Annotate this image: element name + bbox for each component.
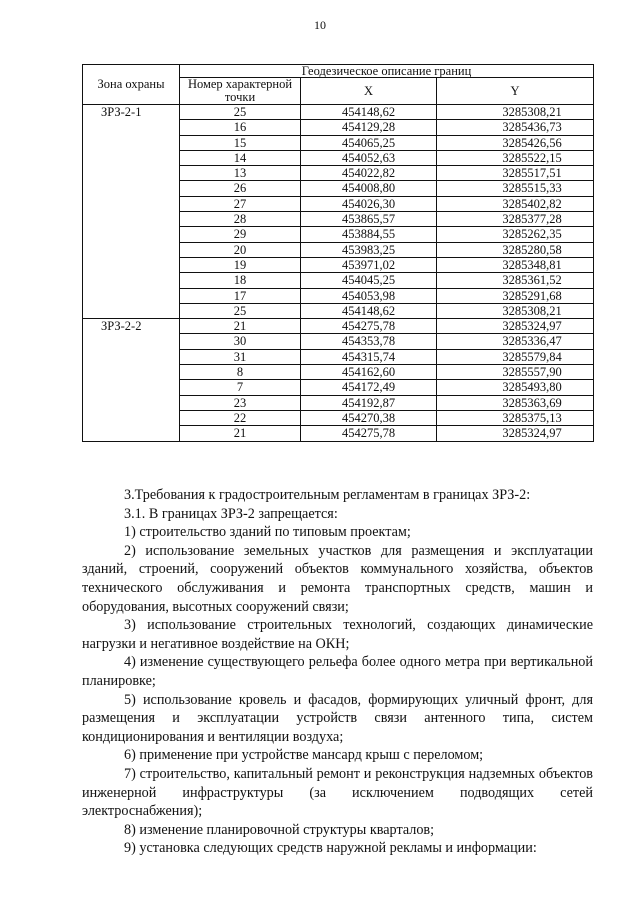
point-number-cell: 21: [180, 426, 301, 441]
y-coordinate-cell: 3285363,69: [437, 395, 594, 410]
y-coordinate-cell: 3285377,28: [437, 212, 594, 227]
x-coordinate-cell: 454052,63: [301, 150, 437, 165]
header-geodetic-description: Геодезическое описание границ: [180, 65, 594, 78]
point-number-cell: 25: [180, 303, 301, 318]
regulations-text: [82, 486, 593, 858]
subsection-heading: 3.1. В границах ЗРЗ-2 запрещается:: [124, 505, 338, 522]
y-coordinate-cell: 3285348,81: [437, 257, 594, 272]
x-coordinate-cell: 454162,60: [301, 365, 437, 380]
y-coordinate-cell: 3285308,21: [437, 105, 594, 120]
x-coordinate-cell: 453983,25: [301, 242, 437, 257]
x-coordinate-cell: 454045,25: [301, 273, 437, 288]
header-x: X: [301, 78, 437, 105]
y-coordinate-cell: 3285493,80: [437, 380, 594, 395]
x-coordinate-cell: 454026,30: [301, 196, 437, 211]
x-coordinate-cell: 454065,25: [301, 135, 437, 150]
zone-cell: ЗРЗ-2-1: [83, 105, 180, 319]
point-number-cell: 19: [180, 257, 301, 272]
header-y: Y: [437, 78, 594, 105]
x-coordinate-cell: 453865,57: [301, 212, 437, 227]
y-coordinate-cell: 3285324,97: [437, 426, 594, 441]
prohibition-item: 8) изменение планировочной структуры кварталов;: [124, 821, 435, 838]
x-coordinate-cell: 454148,62: [301, 105, 437, 120]
y-coordinate-cell: 3285336,47: [437, 334, 594, 349]
point-number-cell: 30: [180, 334, 301, 349]
point-number-cell: 21: [180, 319, 301, 334]
x-coordinate-cell: 454022,82: [301, 166, 437, 181]
y-coordinate-cell: 3285426,56: [437, 135, 594, 150]
y-coordinate-cell: 3285324,97: [437, 319, 594, 334]
x-coordinate-cell: 454008,80: [301, 181, 437, 196]
point-number-cell: 31: [180, 349, 301, 364]
table-row: [83, 319, 594, 334]
point-number-cell: 22: [180, 410, 301, 425]
y-coordinate-cell: 3285515,33: [437, 181, 594, 196]
prohibitions-list: [82, 523, 593, 858]
y-coordinate-cell: 3285361,52: [437, 273, 594, 288]
zone-cell: ЗРЗ-2-2: [83, 319, 180, 441]
point-number-cell: 25: [180, 105, 301, 120]
y-coordinate-cell: 3285579,84: [437, 349, 594, 364]
prohibition-item: 5) использование кровель и фасадов, формирующих уличный фронт, для размещения и эксплуатации устройств связи антенного типа, систем кондиционирования и вентиляции воздуха;: [82, 691, 593, 745]
point-number-cell: 23: [180, 395, 301, 410]
y-coordinate-cell: 3285557,90: [437, 365, 594, 380]
point-number-cell: 29: [180, 227, 301, 242]
point-number-cell: 14: [180, 150, 301, 165]
boundary-coordinates-table-wrap: [82, 64, 593, 442]
y-coordinate-cell: 3285436,73: [437, 120, 594, 135]
section-heading: 3.Требования к градостроительным регламентам в границах ЗРЗ-2:: [124, 487, 531, 503]
x-coordinate-cell: 454148,62: [301, 303, 437, 318]
point-number-cell: 15: [180, 135, 301, 150]
point-number-cell: 27: [180, 196, 301, 211]
x-coordinate-cell: 454315,74: [301, 349, 437, 364]
point-number-cell: 16: [180, 120, 301, 135]
point-number-cell: 26: [180, 181, 301, 196]
x-coordinate-cell: 454192,87: [301, 395, 437, 410]
prohibition-item: 4) изменение существующего рельефа более одного метра при вертикальной планировке;: [82, 654, 593, 689]
y-coordinate-cell: 3285402,82: [437, 196, 594, 211]
y-coordinate-cell: 3285262,35: [437, 227, 594, 242]
prohibition-item: 9) установка следующих средств наружной рекламы и информации:: [124, 840, 537, 857]
prohibition-item: 2) использование земельных участков для размещения и эксплуатации зданий, строений, сооружений объектов коммунального хозяйства, объектов технического обслуживания и ремонта транспортных средств, машин и оборудования, высотных сооружений связи;: [82, 542, 593, 615]
header-zone: Зона охраны: [83, 65, 180, 105]
y-coordinate-cell: 3285522,15: [437, 150, 594, 165]
prohibition-item: 6) применение при устройстве мансард крыш с переломом;: [124, 747, 484, 764]
y-coordinate-cell: 3285308,21: [437, 303, 594, 318]
y-coordinate-cell: 3285280,58: [437, 242, 594, 257]
point-number-cell: 20: [180, 242, 301, 257]
point-number-cell: 28: [180, 212, 301, 227]
boundary-coordinates-table: [82, 64, 594, 442]
y-coordinate-cell: 3285375,13: [437, 410, 594, 425]
x-coordinate-cell: 453884,55: [301, 227, 437, 242]
point-number-cell: 7: [180, 380, 301, 395]
point-number-cell: 18: [180, 273, 301, 288]
x-coordinate-cell: 453971,02: [301, 257, 437, 272]
x-coordinate-cell: 454270,38: [301, 410, 437, 425]
y-coordinate-cell: 3285291,68: [437, 288, 594, 303]
prohibition-item: 3) использование строительных технологий, создающих динамические нагрузки и негативное воздействие на ОКН;: [82, 617, 593, 652]
x-coordinate-cell: 454275,78: [301, 319, 437, 334]
table-body: [83, 105, 594, 442]
x-coordinate-cell: 454172,49: [301, 380, 437, 395]
prohibition-item: 7) строительство, капитальный ремонт и реконструкция надземных объектов инженерной инфраструктуры (за исключением подводящих сетей электроснабжения);: [82, 765, 593, 820]
page-number: 10: [314, 18, 326, 32]
y-coordinate-cell: 3285517,51: [437, 166, 594, 181]
point-number-cell: 8: [180, 365, 301, 380]
x-coordinate-cell: 454275,78: [301, 426, 437, 441]
x-coordinate-cell: 454353,78: [301, 334, 437, 349]
prohibition-item: 1) строительство зданий по типовым проектам;: [124, 524, 411, 541]
x-coordinate-cell: 454053,98: [301, 288, 437, 303]
point-number-cell: 17: [180, 288, 301, 303]
x-coordinate-cell: 454129,28: [301, 120, 437, 135]
header-point-number: Номер характерной точки: [180, 78, 301, 105]
table-row: [83, 105, 594, 120]
point-number-cell: 13: [180, 166, 301, 181]
